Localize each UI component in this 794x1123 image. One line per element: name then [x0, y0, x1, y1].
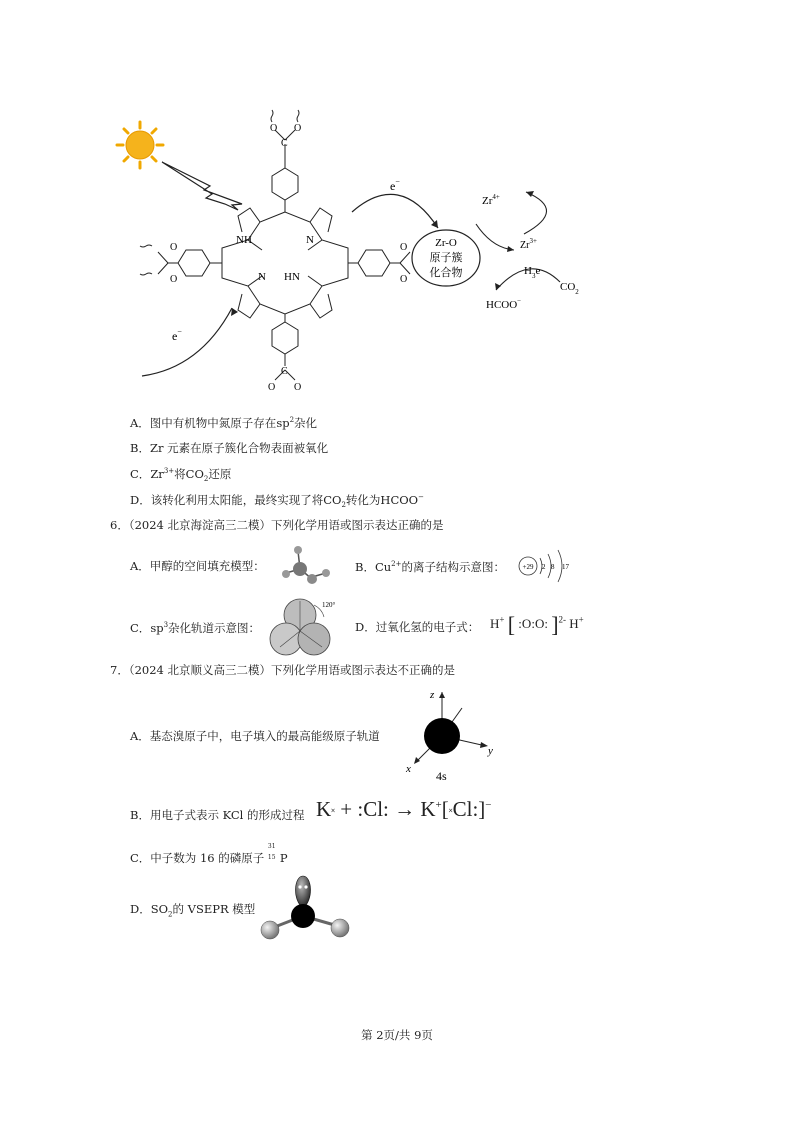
- q6-option-b: B．$Cu^{2+}$的离子结构示意图：: [355, 559, 505, 574]
- oxygen-label: O: [294, 382, 302, 393]
- q5-option-b: B．Zr 元素在原子簇化合物表面被氧化: [130, 441, 329, 455]
- svg-text:4s: 4s: [436, 769, 447, 783]
- hcoo-label: HCOO−: [486, 297, 522, 311]
- oxygen-label: O: [294, 123, 302, 134]
- electron-arrow: [142, 308, 232, 376]
- oxygen-label: O: [270, 123, 278, 134]
- oxygen-label: O: [268, 382, 276, 393]
- oxygen-label: O: [170, 274, 178, 285]
- sp3-hybrid-orbital-diagram: [266, 597, 346, 661]
- carbon-label: C: [281, 138, 288, 149]
- 4s-orbital-diagram: [400, 690, 500, 786]
- q7-option-b: B．用电子式表示 KCl 的形成过程: [130, 808, 305, 822]
- q6-option-a: A．甲醇的空间填充模型：: [130, 559, 265, 573]
- q6-stem: 6．（2024 北京海淀高三二模）下列化学用语或图示表达正确的是: [110, 518, 444, 532]
- cluster-label-3: 化合物: [429, 267, 463, 279]
- porphyrin-photocatalysis-figure: [100, 100, 620, 400]
- porphyrin-core: [140, 208, 410, 380]
- svg-text:y: y: [488, 745, 493, 757]
- svg-text:x: x: [406, 763, 411, 775]
- lightning-icon: [162, 162, 242, 210]
- q5-option-a: A．图中有机物中氮原子存在$sp^2$杂化: [130, 415, 318, 430]
- nh-top-label: NH: [236, 234, 252, 246]
- co2-label: $CO_2$: [560, 281, 579, 296]
- q6-option-d: D．过氧化氢的电子式：: [355, 620, 480, 634]
- svg-text:120°: 120°: [322, 601, 336, 609]
- q6-option-c: C．$sp^3$杂化轨道示意图：: [130, 620, 261, 635]
- oxygen-label: O: [170, 242, 178, 253]
- zr4-label: $Zr^{4+}$: [482, 193, 500, 207]
- cluster-label-1: Zr-O: [435, 237, 457, 249]
- carbon-label: C: [281, 366, 288, 377]
- svg-text:+29: +29: [522, 563, 534, 571]
- so2-vsepr-model: [256, 872, 356, 944]
- electron-label-1: e−: [390, 177, 400, 193]
- cu-ion-structure-diagram: [516, 546, 578, 586]
- page-footer: 第 2页/共 9页: [361, 1028, 433, 1042]
- q5-option-d: D．该转化利用太阳能，最终实现了将$CO_2$转化为HCOO−: [130, 492, 424, 510]
- methanol-space-filling-model: [272, 543, 342, 587]
- oxygen-label: O: [400, 242, 408, 253]
- n-left-label: N: [258, 271, 266, 283]
- h3e-label: $H_3e$: [524, 265, 541, 280]
- q7-option-a: A．基态溴原子中，电子填入的最高能级原子轨道: [130, 729, 380, 743]
- n-right-label: N: [306, 234, 314, 246]
- q7-option-d: D．$SO_2$的 VSEPR 模型: [130, 902, 256, 919]
- cluster-label-2: 原子簇: [429, 252, 463, 264]
- electron-arrow: [352, 194, 438, 228]
- hydrogen-peroxide-electron-formula: H+ [ :O:O: ]$^{2-}$ H+: [490, 612, 584, 637]
- kcl-formation-electron-formula: K˟ + :Cl: → K+[˟Cl:]−: [316, 797, 492, 821]
- zr3-label: $Zr^{3+}$: [520, 237, 537, 251]
- nh-bottom-label: HN: [284, 271, 300, 283]
- electron-label-2: e−: [172, 327, 182, 343]
- q5-option-c: C．$Zr^{3+}$将$CO_2$还原: [130, 466, 232, 484]
- oxygen-label: O: [400, 274, 408, 285]
- svg-text:8: 8: [551, 563, 555, 571]
- q7-option-c: C．中子数为 16 的磷原子 31 15 P: [130, 843, 288, 865]
- svg-text:z: z: [430, 690, 435, 701]
- sun-icon: [117, 122, 163, 168]
- q7-stem: 7．（2024 北京顺义高三二模）下列化学用语或图示表达不正确的是: [110, 663, 455, 677]
- svg-text:2: 2: [542, 563, 546, 571]
- svg-text:17: 17: [562, 563, 569, 571]
